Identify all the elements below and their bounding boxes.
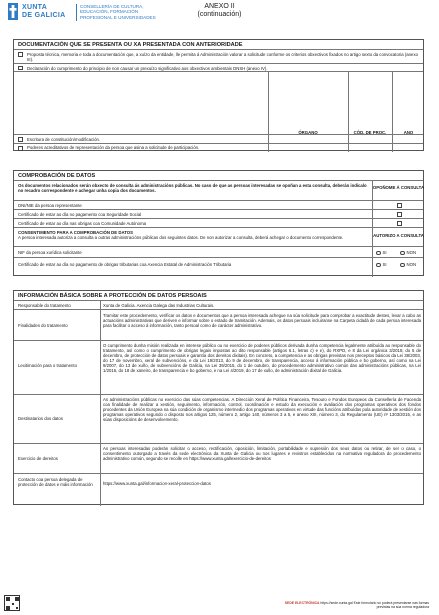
dp-text: Xunta de Galicia. Axencia Galega das Industrias Culturais. bbox=[103, 303, 215, 308]
col-year: ANO bbox=[403, 130, 414, 135]
radio-yes[interactable] bbox=[376, 263, 381, 268]
oppose-checkbox[interactable] bbox=[397, 221, 402, 226]
logo-text: XUNTA DE GALICIA bbox=[22, 4, 66, 19]
sede-url[interactable]: https://sede.xunta.gal bbox=[320, 601, 353, 605]
dp-label: Destinatarios dos datos bbox=[18, 416, 63, 421]
checkbox[interactable] bbox=[18, 52, 23, 57]
footer-sede-note bbox=[279, 601, 429, 609]
doc-item-deed: Escritura de constitución/modificación. bbox=[14, 134, 423, 143]
section-title: INFORMACIÓN BÁSICA SOBRE A PROTECCIÓN DE DATOS PERSOAIS bbox=[18, 293, 207, 299]
verification-intro-row bbox=[14, 180, 423, 200]
verification-intro: Os documentos relacionados serán obxecto de consulta ás administracións públicas. No caso de que as persoas interesadas se opoñan a esta consulta, deberán indicalo no recadro correspondente e achegar unha copia dos documentos. bbox=[18, 183, 367, 193]
doc-item-powers: Poderes acreditativos de representación da persoa que asina a solicitude de participación. bbox=[14, 143, 423, 156]
dp-link[interactable]: https://www.xunta.gal/informacion-xeral-proteccion-datos bbox=[103, 481, 211, 486]
dp-label: Finalidades do tratamento bbox=[18, 323, 68, 328]
consent-title: CONSENTIMENTO PARA A COMPROBACIÓN DE DATOS bbox=[18, 230, 133, 235]
checkbox[interactable] bbox=[18, 137, 23, 142]
dp-row-contact bbox=[14, 473, 423, 506]
no-option[interactable]: NON bbox=[400, 250, 416, 255]
checkbox[interactable] bbox=[18, 146, 23, 151]
col-code: CÓD. DE PROC. bbox=[353, 130, 387, 135]
qr-code-icon bbox=[4, 595, 20, 611]
radio-yes[interactable] bbox=[376, 251, 381, 256]
data-protection-section bbox=[13, 290, 424, 505]
dp-text: As persoas interesadas poderán solicitar o acceso, rectificación, oposición, limitación, portabilidade e supresión dos seus datos ou retirar, de ser o caso, o consentimento outorgado a través da sede electrónica da Xunta de Galicia ou nos lugares e rexistros establecidos na normativa reguladora do procedemento administrativo común, segundo se recolle en https://www.xunta.gal/exercicio-de-dereitos bbox=[103, 446, 421, 461]
dp-text: O cumprimento dunha misión realizada en interese público ou no exercicio de poderes públicos derivada dunha competencia legalmente atribuída ao responsable do tratamento, así como o cumprimento de obrigas legais impostas ao dito responsable (artigos 6.1, letras c) e e), do RXPD, e 8 da Lei orgánica 3/2018, do 5 de decembro, de protección de datos persoais e garantía dos dereitos dixitais). En concreto, a competencia e as obrigas previstas nos preceptos básicos da Lei 38/2003, do 17 de novembro, xeral de subvencións, e da Lei 19/2013, do 9 de decembro, de transparencia, acceso á información pública e bo goberno, así como na Lei 9/2007, do 13 de xuño, de subvencións de Galicia, na Lei 39/2015, do 1 de outubro, do procedemento administrativo común das administracións públicas, na Lei 1/2016, do 18 de xaneiro, de transparencia e bo goberno, e na Lei 4/2019, do 17 de xullo, de administración dixital de Galicia. bbox=[103, 343, 421, 373]
dp-row-recipients bbox=[14, 394, 423, 443]
doc-item-technical-proposal: Proposta técnica, memoria e toda a documentación que, a xuízo da entidade, lle permita á Administración valorar a solicitude conforme os criterios obxectivos fixados no artigo sexto da convocatoria (anexo III). bbox=[14, 49, 423, 63]
oppose-checkbox[interactable] bbox=[397, 212, 402, 217]
dp-text: Tramitar este procedemento, verificar os datos e documentos que a persoa interesada achegue na súa solicitude para comprobar a exactitude destes, levar a cabo as actuacións administrativas que deriven e informar sobre o estado de tramitación. Ademais, os datos persoais incluiranse na Carpeta cidadá de cada persoa interesada para facilitar o acceso á información, tanto persoal como de carácter administrativo. bbox=[103, 313, 421, 328]
oppose-checkbox[interactable] bbox=[397, 203, 402, 208]
annex-title: ANEXO II bbox=[204, 3, 235, 10]
sede-label: SEDE ELECTRÓNICA bbox=[284, 601, 320, 605]
dp-label: Contacto coa persoa delegada de protección de datos e máis información bbox=[18, 477, 93, 487]
authorize-header: AUTORIZO A CONSULTA bbox=[373, 233, 424, 238]
annex-subtitle: (continuación) bbox=[197, 11, 242, 18]
dp-label: Exercicio de dereitos bbox=[18, 456, 58, 461]
verification-item-social-security: Certificado de estar ao día no pagamento coa Seguridade Social bbox=[14, 209, 423, 218]
dp-text: As administracións públicas no exercicio das súas competencias. A Dirección Xeral de Política Financeira, Tesouro e Fondos Europeos da Consellería de Facenda coa finalidade de realizar a xestión, seguimento, información, control, coordinación e estudo da execución e avaliación dos programas operativos dos fondos procedentes da Unión Europea na súa condición de organismo intermedio dos programas operativos en virtude das funcións atribuídas pola autoridade de xestión dos programas operativos segundo o disposto nos artigos 125, número 2, artigo 140, números 3 a 5, e anexo XIII, número 3, do Regulamento (UE) nº 1303/2015, e as súas disposicións de desenvolvemento. bbox=[103, 397, 421, 422]
section-title: DOCUMENTACIÓN QUE SE PRESENTA OU XA PRESENTADA CON ANTERIORIDADE bbox=[18, 42, 243, 48]
dp-label: Lexitimación para o tratamento bbox=[18, 363, 77, 368]
page-header bbox=[0, 0, 439, 26]
dp-row-rights bbox=[14, 443, 423, 473]
checkbox[interactable] bbox=[18, 66, 23, 71]
consent-text: A persoa interesada autoriza a consulta a outras administracións públicas dos seguintes datos. De non autorizar a consulta, deberá achegar o documento correspondente. bbox=[18, 235, 344, 240]
oppose-header: OPOÑOME Á CONSULTA bbox=[372, 185, 425, 190]
dp-label: Responsable do tratamento bbox=[18, 303, 71, 308]
doc-item-dnsh: Declaración do cumprimento do principio de non causar un prexuízo significativo aos obxectivos ambientais DNSH (anexo IV). bbox=[14, 63, 423, 71]
dp-row-controller bbox=[14, 300, 423, 309]
dp-row-legitimation bbox=[14, 340, 423, 394]
dp-row-purposes bbox=[14, 309, 423, 340]
consent-item-tax: Certificado de estar ao día no pagamento de obrigas tributarias coa Axencia Estatal de Administración Tributaria SI NON bbox=[14, 257, 423, 277]
radio-no[interactable] bbox=[400, 251, 405, 256]
verification-item-autonomous: Certificado de estar ao día nas obrigas coa Comunidade Autónoma bbox=[14, 218, 423, 227]
verification-section bbox=[13, 170, 424, 276]
no-option[interactable]: NON bbox=[400, 262, 416, 267]
documentation-section bbox=[13, 39, 424, 151]
section-title: COMPROBACIÓN DE DATOS bbox=[18, 173, 96, 179]
yes-option[interactable]: SI bbox=[376, 250, 387, 255]
radio-no[interactable] bbox=[400, 263, 405, 268]
sede-text: Este formulario só poderá presentarse nas formas previstas na súa norma reguladora bbox=[353, 601, 429, 609]
yes-option[interactable]: SI bbox=[376, 262, 387, 267]
department-name: CONSELLERÍA DE CULTURA, EDUCACIÓN, FORMACIÓN PROFESIONAL E UNIVERSIDADES bbox=[80, 4, 156, 20]
col-organ: ÓRGANO bbox=[298, 130, 318, 135]
verification-item-dni: DNI/NIE da persoa representante bbox=[14, 200, 423, 209]
consent-item-nif: NIF da persoa xurídica solicitante SI NON bbox=[14, 246, 423, 257]
consent-header-row bbox=[14, 227, 423, 246]
